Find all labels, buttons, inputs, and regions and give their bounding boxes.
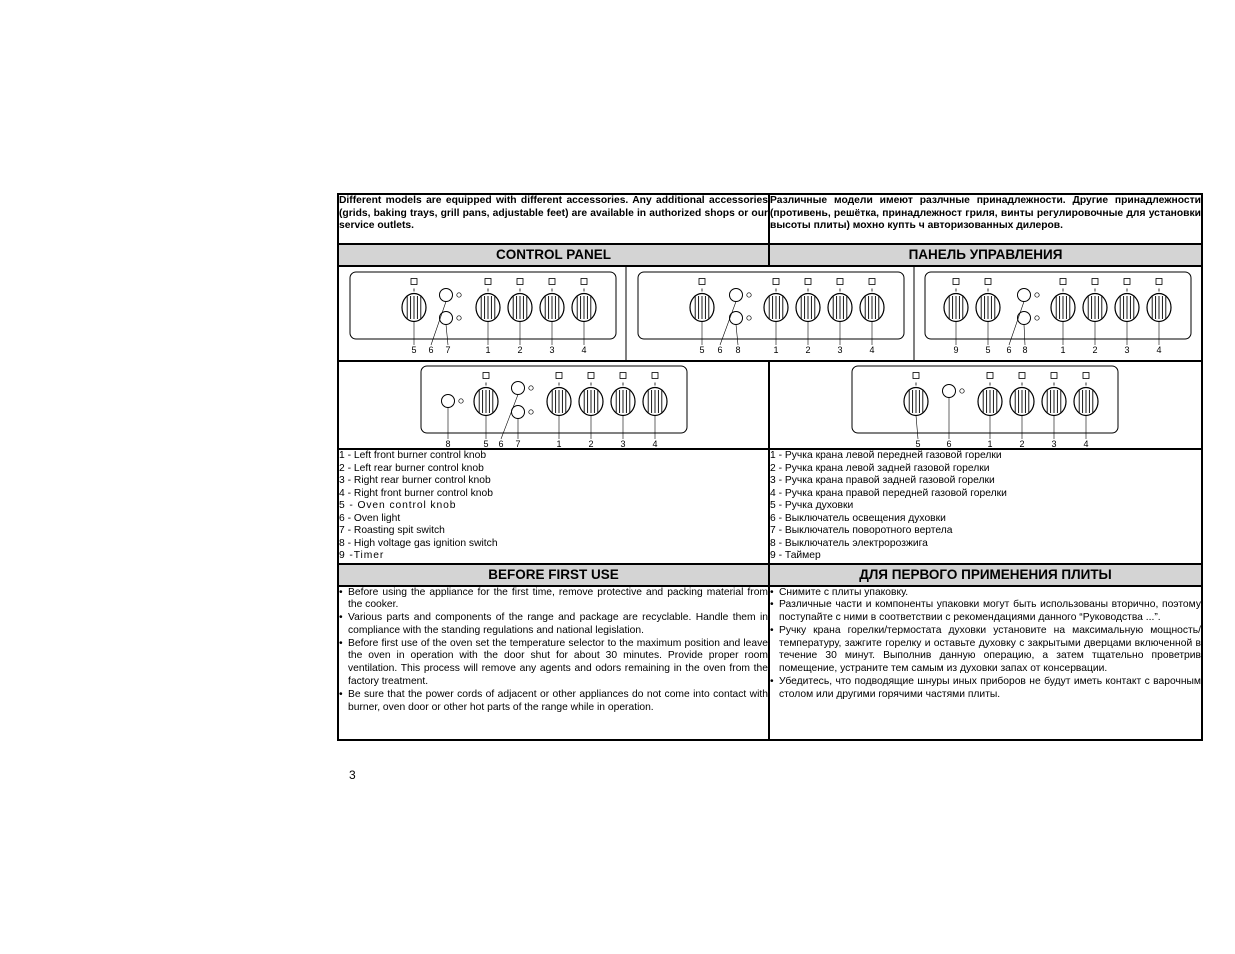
legend-ru-item: 6 - Выключатель освещения духовки (770, 512, 946, 524)
diagram-number-label: 5 (483, 439, 489, 449)
legend-en-item: 8 - High voltage gas ignition switch (339, 537, 498, 549)
manual-page (337, 193, 1201, 741)
burner-symbol-icon (773, 279, 779, 285)
list-item: • Убедитесь, что подводящие шнуры иных приборов не будут иметь контакт с варочным столом или другими горячими частями плиты. (779, 676, 1201, 702)
legend-ru-item: 8 - Выключатель электророзжига (770, 537, 928, 549)
burner-symbol-icon (699, 279, 705, 285)
legend-en (338, 449, 769, 564)
legend-ru-item: 1 - Ручка крана левой передней газовой горелки (770, 450, 1002, 461)
diagram-number-label: 1 (556, 439, 562, 449)
diagram-number-label: 8 (1022, 345, 1028, 355)
legend-en-item: 9 -Timer (339, 550, 385, 561)
legend-en-item: 6 - Oven light (339, 512, 401, 524)
burner-symbol-icon (1019, 373, 1025, 379)
diagram-number-label: 6 (498, 439, 504, 449)
diagram-number-label: 7 (515, 439, 521, 449)
diagram-number-label: 1 (773, 345, 779, 355)
before-first-use-ru-list (770, 587, 1201, 702)
diagram-number-label: 6 (428, 345, 434, 355)
legend-en-item: 1 - Left front burner control knob (339, 450, 487, 461)
diagram-number-label: 2 (588, 439, 594, 449)
burner-symbol-icon (517, 279, 523, 285)
burner-symbol-icon (1083, 373, 1089, 379)
intro-ru: Различные модели имеют разлчные принадлежности. Другие принадлежности (противень, решётка, принадлежност гриля, винты регулировочные для установки высоты плиты) мохно купть ч авторизованных дилеров. (769, 194, 1202, 244)
legend-en-item: 5 - Oven control knob (339, 500, 457, 511)
control-panel-heading-en: CONTROL PANEL (338, 244, 769, 266)
diagram-number-label: 2 (805, 345, 811, 355)
manual-table (337, 193, 1203, 741)
burner-symbol-icon (837, 279, 843, 285)
burner-symbol-icon (556, 373, 562, 379)
legend-en-item: 3 - Right rear burner control knob (339, 475, 491, 486)
diagram-number-label: 4 (652, 439, 658, 449)
burner-symbol-icon (953, 279, 959, 285)
intro-en: Different models are equipped with different accessories. Any additional accessories (grids, baking trays, grill pans, adjustable feet) are available in authorized shops or our service outlets. (338, 194, 769, 244)
diagram-number-label: 5 (985, 345, 991, 355)
control-panel-diagram-5 (770, 362, 1203, 450)
list-item: • Be sure that the power cords of adjacent or other appliances do not come into contact with burner, oven door or other hot parts of the range while in operation. (348, 689, 768, 715)
diagram-number-label: 4 (1083, 439, 1089, 449)
legend-ru-item: 4 - Ручка крана правой передней газовой горелки (770, 487, 1007, 499)
control-panel-heading-ru: ПАНЕЛЬ УПРАВЛЕНИЯ (769, 244, 1202, 266)
diagram-number-label: 2 (517, 345, 523, 355)
diagram-number-label: 9 (953, 345, 959, 355)
before-first-use-heading-en: BEFORE FIRST USE (338, 564, 769, 586)
diagram-number-label: 3 (1124, 345, 1130, 355)
diagram-number-label: 3 (620, 439, 626, 449)
control-panel-diagram-4 (339, 362, 770, 450)
burner-symbol-icon (1092, 279, 1098, 285)
list-item: • Различные части и компоненты упаковки могут быть использованы вторично, поэтому поступайте с ними в соответствии с рекомендациями данного “Руководства ...”. (779, 599, 1201, 625)
burner-symbol-icon (1156, 279, 1162, 285)
diagram-number-label: 7 (445, 345, 451, 355)
diagram-number-label: 4 (869, 345, 875, 355)
burner-symbol-icon (411, 279, 417, 285)
legend-en-item: 4 - Right front burner control knob (339, 487, 493, 499)
diagram-number-label: 5 (411, 345, 417, 355)
burner-symbol-icon (805, 279, 811, 285)
diagram-number-label: 4 (1156, 345, 1162, 355)
list-item: • Various parts and components of the range and package are recyclable. Handle them in compliance with the standing regulations and national legislation. (348, 612, 768, 638)
legend-ru-item: 7 - Выключатель поворотного вертела (770, 525, 953, 536)
list-item: • Снимите с плиты упаковку. (779, 587, 1201, 600)
list-item: • Ручку крана горелки/термостата духовки установите на максимальную мощность/температуру, зажгите горелку и оставьте духовку с закрытыми дверцами включенной в течение 30 минут. Выполнив данную операцию, а затем тщательно проветрив помещение, устраните тем самым из духовки запах от консервации. (779, 625, 1201, 676)
control-panel-diagrams-top (339, 267, 1203, 362)
burner-symbol-icon (581, 279, 587, 285)
before-first-use-en-list (339, 587, 768, 715)
burner-symbol-icon (1051, 373, 1057, 379)
diagram-number-label: 3 (837, 345, 843, 355)
burner-symbol-icon (985, 279, 991, 285)
legend-ru-item: 2 - Ручка крана левой задней газовой горелки (770, 462, 990, 474)
burner-symbol-icon (913, 373, 919, 379)
control-panel-diagrams-row1 (338, 266, 1202, 361)
diagram-number-label: 6 (946, 439, 952, 449)
diagram-number-label: 6 (717, 345, 723, 355)
control-panel-diagram-cell-4 (338, 361, 769, 449)
burner-symbol-icon (987, 373, 993, 379)
legend-ru-item: 3 - Ручка крана правой задней газовой горелки (770, 475, 995, 486)
diagram-number-label: 1 (485, 345, 491, 355)
legend-en-item: 7 - Roasting spit switch (339, 525, 445, 536)
legend-en-item: 2 - Left rear burner control knob (339, 462, 484, 474)
diagram-number-label: 8 (445, 439, 451, 449)
before-first-use-heading-ru: ДЛЯ ПЕРВОГО ПРИМЕНЕНИЯ ПЛИТЫ (769, 564, 1202, 586)
burner-symbol-icon (652, 373, 658, 379)
list-item: • Before first use of the oven set the temperature selector to the maximum position and leave the oven in operation with the door shut for about 30 minutes. Provide proper room ventilation. This process will remove any agents and odors remaining in the oven from the factory treatment. (348, 638, 768, 689)
diagram-number-label: 5 (915, 439, 921, 449)
diagram-number-label: 3 (1051, 439, 1057, 449)
diagram-number-label: 3 (549, 345, 555, 355)
before-first-use-en (338, 586, 769, 740)
diagram-number-label: 6 (1006, 345, 1012, 355)
burner-symbol-icon (620, 373, 626, 379)
diagram-number-label: 4 (581, 345, 587, 355)
burner-symbol-icon (483, 373, 489, 379)
diagram-number-label: 1 (1060, 345, 1066, 355)
diagram-number-label: 1 (987, 439, 993, 449)
diagram-number-label: 5 (699, 345, 705, 355)
diagram-number-label: 8 (735, 345, 741, 355)
burner-symbol-icon (1060, 279, 1066, 285)
list-item: • Before using the appliance for the first time, remove protective and packing material from the cooker. (348, 587, 768, 613)
burner-symbol-icon (1124, 279, 1130, 285)
legend-ru-item: 5 - Ручка духовки (770, 500, 854, 511)
control-panel-diagram-cell-5 (769, 361, 1202, 449)
burner-symbol-icon (869, 279, 875, 285)
burner-symbol-icon (588, 373, 594, 379)
legend-ru-item: 9 - Таймер (770, 550, 821, 561)
burner-symbol-icon (485, 279, 491, 285)
before-first-use-ru (769, 586, 1202, 740)
diagram-number-label: 2 (1019, 439, 1025, 449)
diagram-number-label: 2 (1092, 345, 1098, 355)
legend-ru (769, 449, 1202, 564)
page-number: 3 (349, 768, 356, 782)
burner-symbol-icon (549, 279, 555, 285)
